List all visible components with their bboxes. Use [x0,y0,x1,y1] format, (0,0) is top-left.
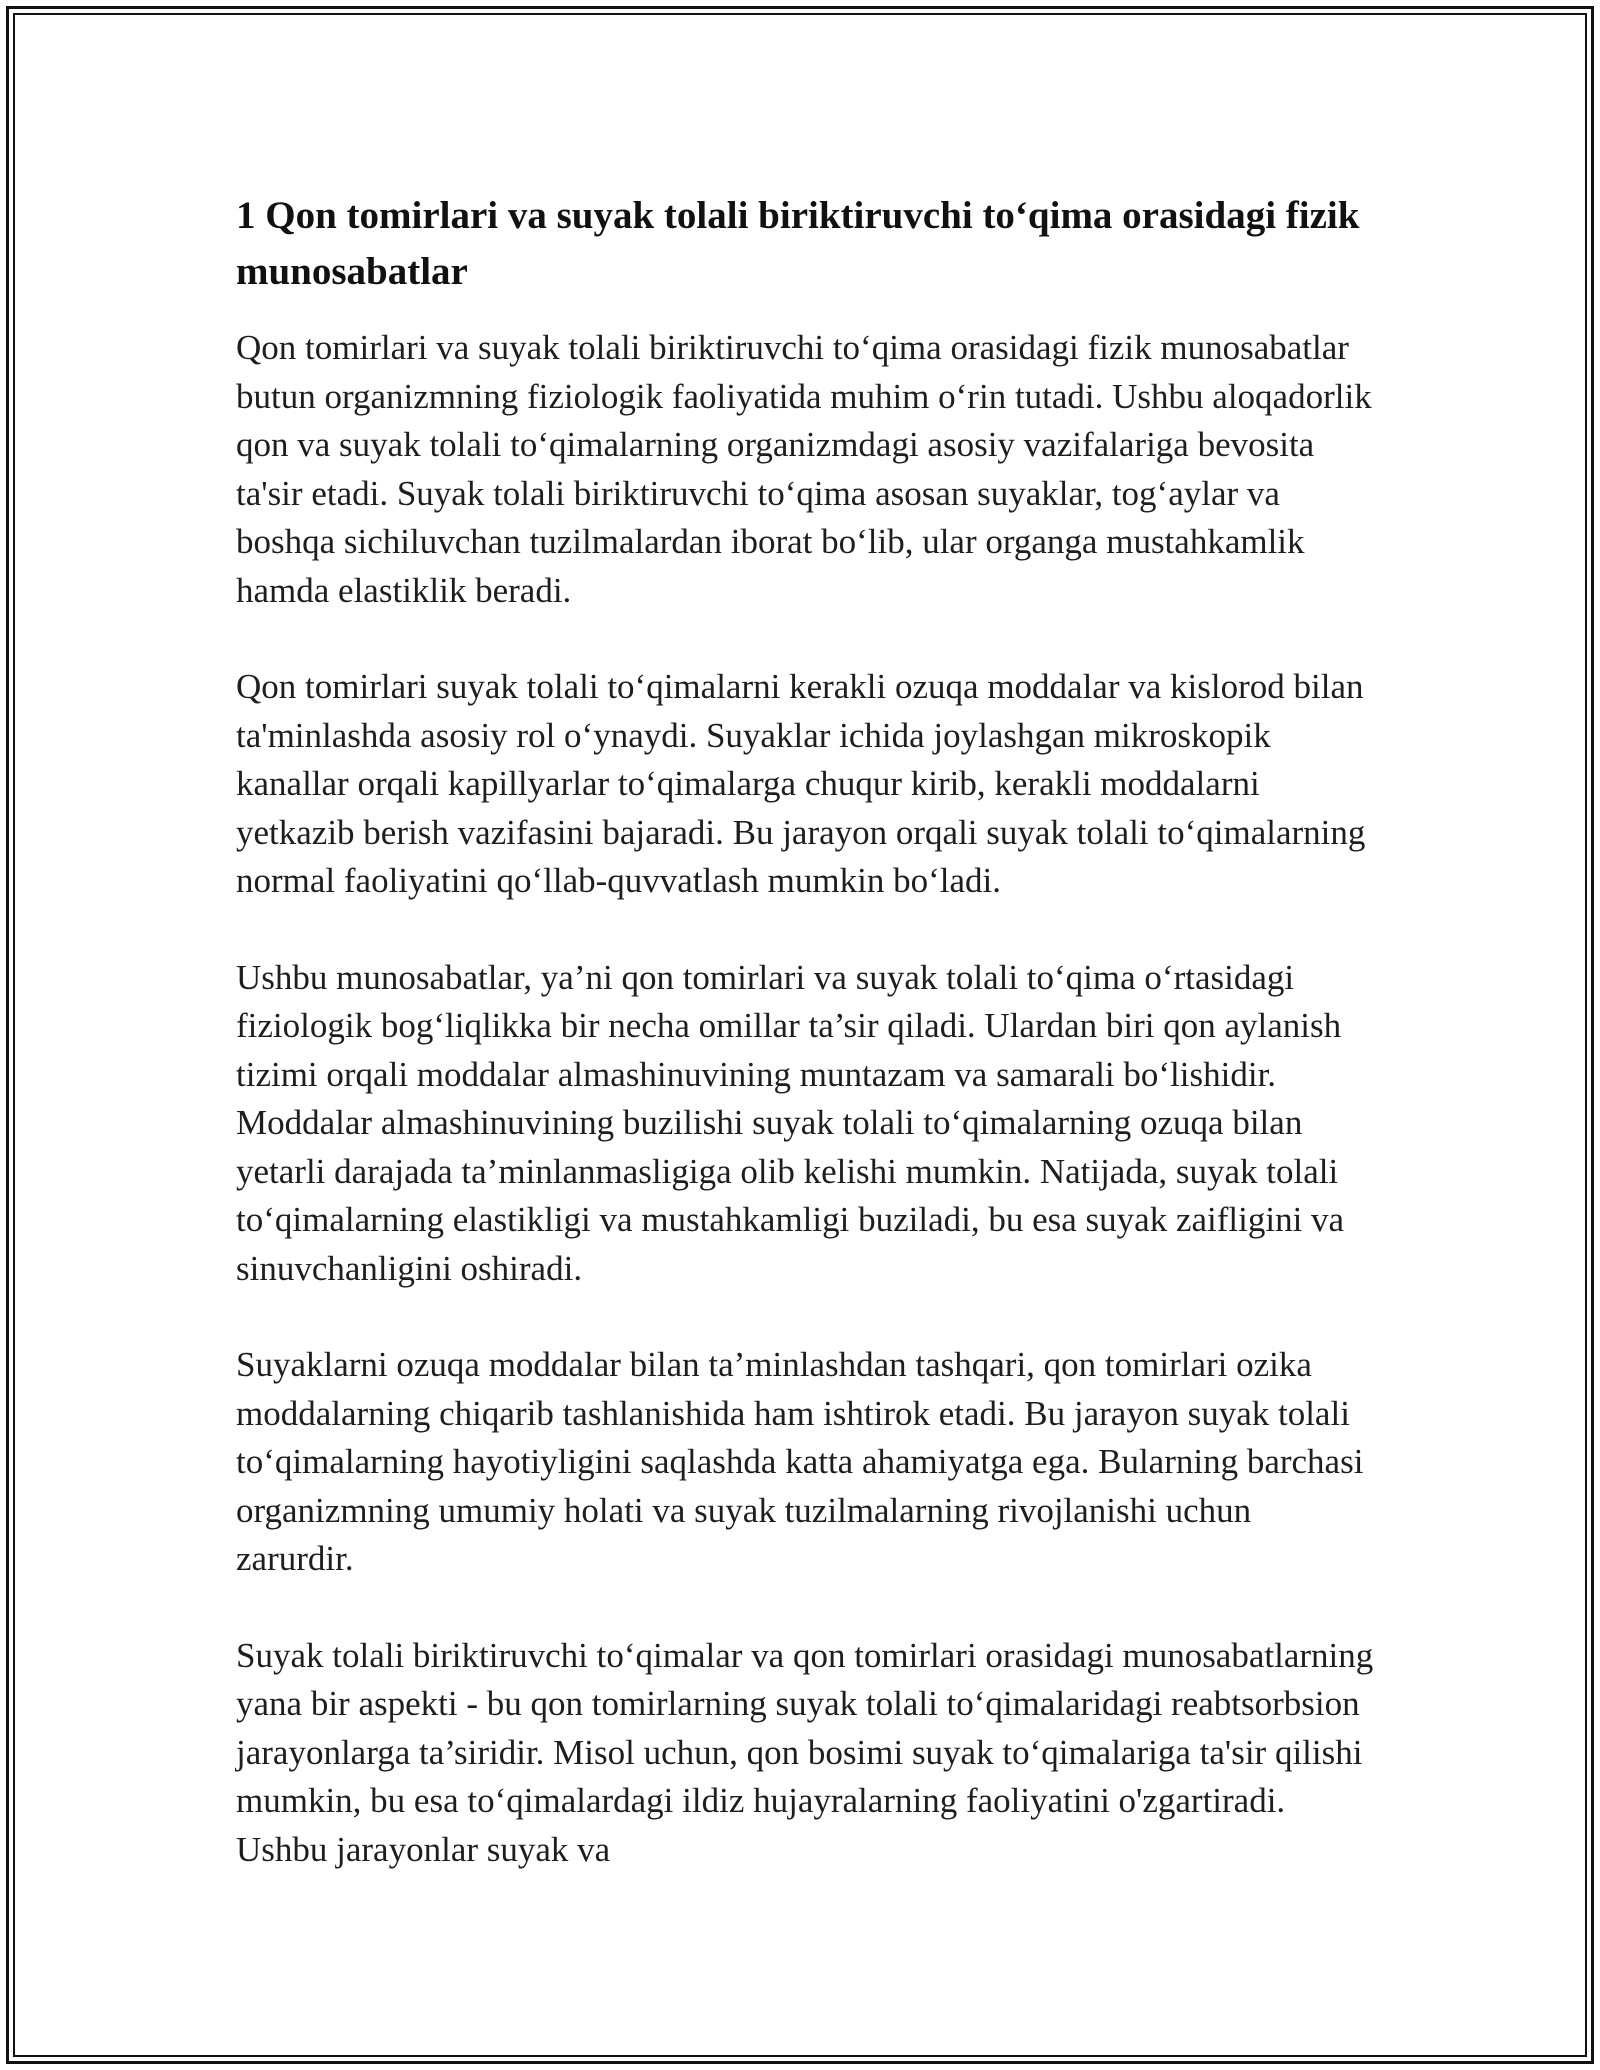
paragraph-1: Qon tomirlari va suyak tolali biriktiruvchi to‘qima orasidagi fizik munosabatlar butun organizmning fiziologik faoliyatida muhim o‘rin tutadi. Ushbu aloqadorlik qon va suyak tolali to‘qimalarning organizmdagi asosiy vazifalariga bevosita ta'sir etadi. Suyak tolali biriktiruvchi to‘qima asosan suyaklar, tog‘aylar va boshqa sichiluvchan tuzilmalardan iborat bo‘lib, ular organga mustahkamlik hamda elastiklik beradi. [236,328,1372,610]
paragraph-4: Suyaklarni ozuqa moddalar bilan ta’minlashdan tashqari, qon tomirlari ozika moddalarning chiqarib tashlanishida ham ishtirok etadi. Bu jarayon suyak tolali to‘qimalarning hayotiyligini saqlashda katta ahamiyatga ega. Bularning barchasi organizmning umumiy holati va suyak tuzilmalarning rivojlanishi uchun zarurdir. [236,1345,1364,1578]
paragraph-list [236,324,1376,1874]
section-heading: 1 Qon tomirlari va suyak tolali biriktiruvchi to‘qima orasidagi fizik munosabatlar [236,194,1360,293]
document-body [236,188,1376,1874]
paragraph-3: Ushbu munosabatlar, ya’ni qon tomirlari va suyak tolali to‘qima o‘rtasidagi fiziologik bog‘liqlikka bir necha omillar ta’sir qiladi. Ulardan biri qon aylanish tizimi orqali moddalar almashinuvining muntazam va samarali bo‘lishidir. Moddalar almashinuvining buzilishi suyak tolali to‘qimalarning ozuqa bilan yetarli darajada ta’minlanmasligiga olib kelishi mumkin. Natijada, suyak tolali to‘qimalarning elastikligi va mustahkamligi buziladi, bu esa suyak zaifligini va sinuvchanligini oshiradi. [236,957,1345,1288]
paragraph-5: Suyak tolali biriktiruvchi to‘qimalar va qon tomirlari orasidagi munosabatlarning yana bir aspekti - bu qon tomirlarning suyak tolali to‘qimalaridagi reabtsorbsion jarayonlarga ta’siridir. Misol uchun, qon bosimi suyak to‘qimalariga ta'sir qilishi mumkin, bu esa to‘qimalardagi ildiz hujayralarning faoliyatini o'zgartiradi. Ushbu jarayonlar suyak va [236,1635,1374,1869]
paragraph-2: Qon tomirlari suyak tolali to‘qimalarni kerakli ozuqa moddalar va kislorod bilan ta'minlashda asosiy rol o‘ynaydi. Suyaklar ichida joylashgan mikroskopik kanallar orqali kapillyarlar to‘qimalarga chuqur kirib, kerakli moddalarni yetkazib berish vazifasini bajaradi. Bu jarayon orqali suyak tolali to‘qimalarning normal faoliyatini qo‘llab-quvvatlash mumkin bo‘ladi. [236,667,1366,900]
